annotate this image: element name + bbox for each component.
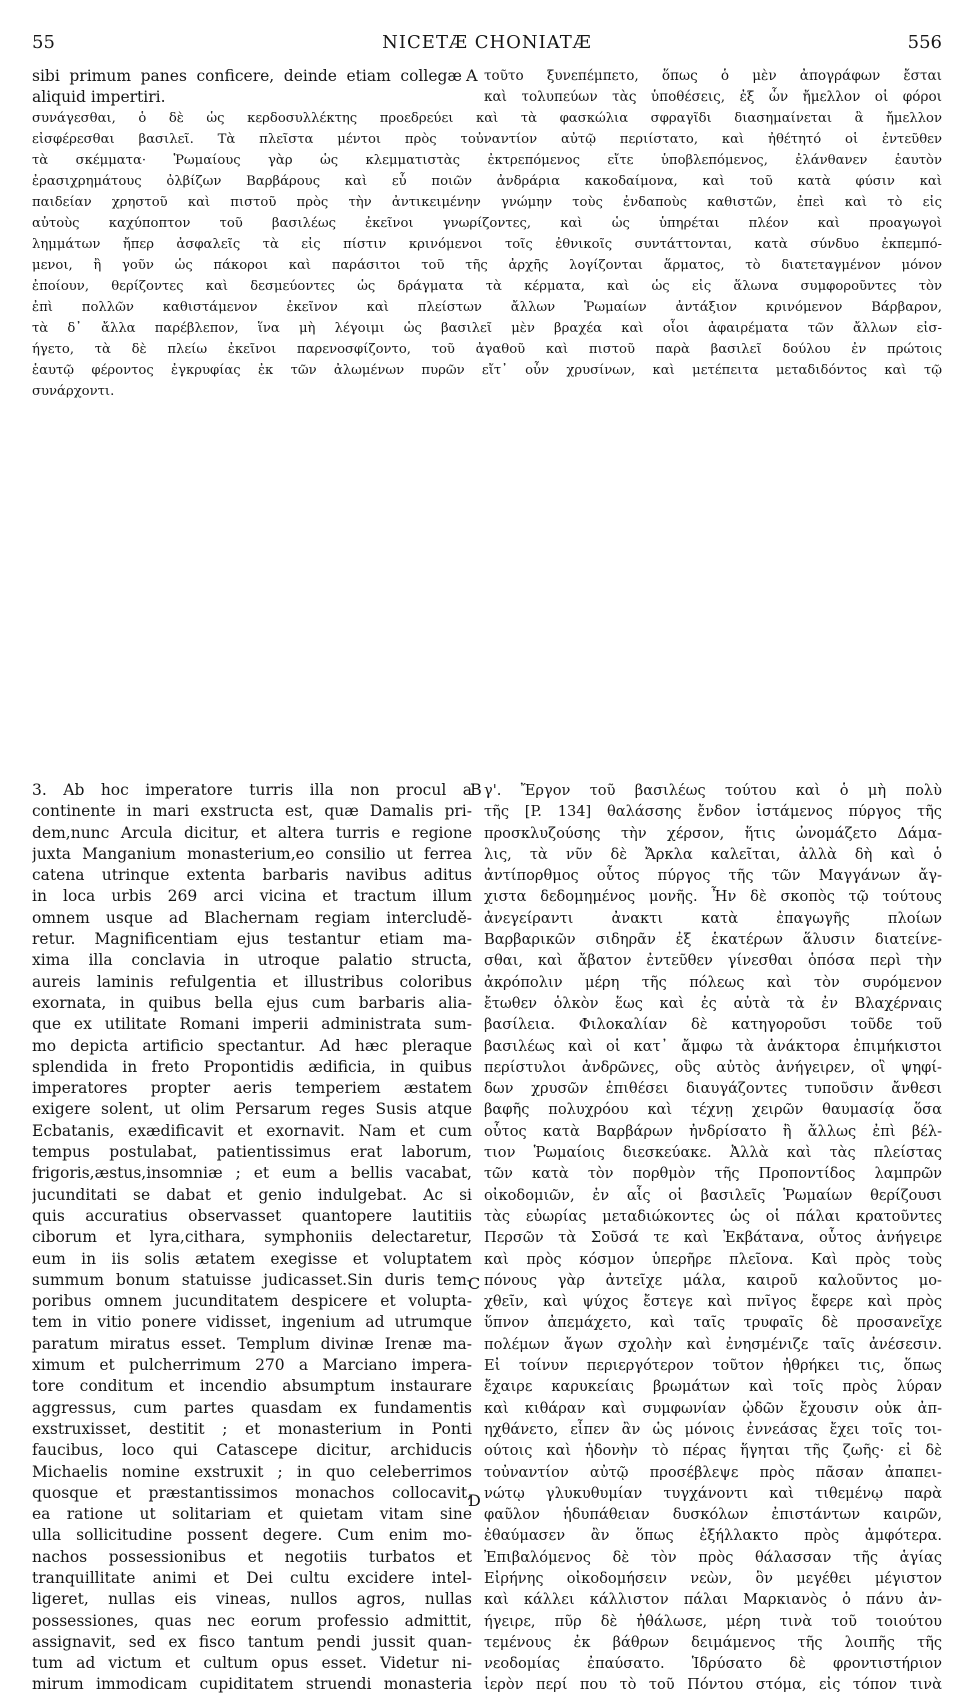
running-title: NICETÆ CHONIATÆ [382, 32, 592, 53]
greek-column-line: ἔτωθεν ὁλκὸν ἕως καὶ ἐς αὐτὰ τὰ ἐν Βλαχέρναις [484, 994, 942, 1012]
latin-column-line: imperatores propter aeris temperiem æstatem [32, 1079, 472, 1098]
greek-line: τοῦτο ξυνεπέμπετο, ὅπως ὁ μὲν ἀπογράφων ἔσται [484, 68, 942, 84]
greek-column-line: ἐθαύμασεν ἂν ὅπως ἐξήλλακτο πρὸς ἀμφότερα. [484, 1527, 942, 1545]
greek-column-line: καὶ πρὸς κόσμον ὑπερῆρε πλεῖονα. Καὶ πρὸς τοὺς [484, 1250, 942, 1268]
greek-line: αὐτοὺς καχύποπτον τοῦ βασιλέως ἐκεῖνοι γνωρίζοντες, καὶ ὡς ὑπηρέται πλέον καὶ προαγωγοὶ [32, 216, 942, 231]
greek-line: μενοι, ἢ γοῦν ὡς πάκοροι καὶ παράσιτοι τοῦ τῆς ἀρχῆς λογίζονται ἅρματος, τὸ διατεταγμένον μόνον [32, 258, 942, 273]
latin-column-line: ulla sollicitudine possent degere. Cum enim mo- [32, 1526, 472, 1545]
latin-column-line: mo depicta artificio spectantur. Ad hæc pleraque [32, 1036, 472, 1055]
margin-letter-a: A [466, 66, 478, 85]
greek-column-line: σθαι, καὶ ἄβατον ἐντεῦθεν γίνεσθαι ὁπόσα περὶ τὴν [484, 952, 942, 970]
latin-column-line: nachos possessionibus et negotiis turbatos et [32, 1547, 472, 1566]
latin-column-line: ximum et pulcherrimum 270 a Marciano impera- [32, 1356, 472, 1375]
greek-column-line: χθεῖν, καὶ ψύχος ἔστεγε καὶ πνῖγος ἔφερε καὶ πρὸς [484, 1293, 942, 1311]
greek-column-line: νώτῳ γλυκυθυμίαν τυγχάνοντι καὶ τιθεμένῳ παρὰ [484, 1484, 942, 1502]
greek-column-line: καὶ κιθάραν καὶ συμφωνίαν ᾠδῶν ἔχουσιν οὐκ ἀπ- [484, 1399, 942, 1417]
latin-column-line: frigoris,æstus,insomniæ ; et eum a bellis vacabat, [32, 1164, 472, 1183]
latin-column-line: quis accuratius observasset quantopere lautitiis [32, 1206, 472, 1225]
greek-line: συνάρχοντι. [32, 384, 115, 399]
greek-column-line: γ'. Ἔργον τοῦ βασιλέως τούτου καὶ ὁ μὴ πολὺ [484, 782, 942, 799]
greek-line: ἐποίουν, θερίζοντες καὶ δεσμεύοντες ὡς δράγματα τὰ κέρματα, καὶ ὡς εἰς ἅλωνα συμφοροῦντες τὸν [32, 279, 942, 294]
greek-column-line: ούτοις καὶ ἡδονὴν τὸ πέρας ἥγηται τῆς ζωῆς· εἰ δὲ [484, 1442, 942, 1460]
left-page-number: 55 [32, 32, 55, 53]
top-split-lines [32, 66, 942, 108]
latin-column-line: tum ad victum et cultum opus esset. Videtur ni- [32, 1654, 472, 1673]
greek-column-line: ἔχαιρε καρυκείαις βρωμάτων καὶ τοῖς πρὸς λύραν [484, 1378, 942, 1396]
greek-line: ἐρασιχρημάτους ὀλβίζων Βαρβάρους καὶ εὖ ποιῶν ἀνδράρια κακοδαίμονα, καὶ τοῦ κατὰ φύσιν καὶ [32, 174, 942, 189]
latin-column-line: mirum immodicam cupiditatem struendi monasteria [32, 1675, 472, 1694]
greek-line: ήγετο, τὰ δὲ πλείω ἐκεῖνοι παρενοσφίζοντο, τοῦ ἀγαθοῦ καὶ πιστοῦ παρὰ βασιλεῖ δούλου ἐν πρώτοις [32, 342, 942, 357]
greek-line: εἰσφέρεσθαι βασιλεῖ. Τὰ πλεῖστα μέντοι πρὸς τοὐναντίον αὐτῷ περιίστατο, καὶ ἠθέτητό οἱ ἐντεῦθεν [32, 132, 942, 147]
latin-column-line: tempus postulabat, patientissimus erat laborum, [32, 1143, 472, 1162]
latin-column-line: possessiones, quas nec eorum professio admittit, [32, 1611, 472, 1630]
greek-column-line: τιον Ῥωμαίοις διεσκεύακε. Ἀλλὰ καὶ τὰς πλείστας [484, 1144, 942, 1162]
latin-column-line: in loca urbis 269 arci vicina et tractum illum [32, 887, 472, 906]
greek-column-line: τῶν κατὰ τὸν πορθμὸν τῆς Προποντίδος λαμπρῶν [484, 1165, 942, 1183]
latin-column-line: retur. Magnificentiam ejus testantur etiam ma- [32, 930, 472, 949]
greek-column-line: Περσῶν τὰ Σοῦσά τε καὶ Ἐκβάτανα, οὗτος ἀνήγειρε [484, 1229, 942, 1247]
greek-column-line: πολέμων ἄγων σχολὴν καὶ ἐνησμένιζε ταῖς ἀνέσεσιν. [484, 1335, 942, 1353]
greek-column-line: βασιλέως καὶ οἱ κατ᾽ ἄμφω τὰ ἀνάκτορα ἐπιμήκιστοι [484, 1037, 942, 1055]
greek-column-line: ἱερὸν περί που τὸ τοῦ Πόντου στόμα, εἰς τόπον τινὰ [484, 1676, 942, 1694]
greek-column-line: Βαρβαρικῶν σιδηρᾶν ἐξ ἑκατέρων ἅλυσιν διατείνε- [484, 931, 942, 949]
greek-column-line: χιστα δεδομημένος μονῆς. Ἦν δὲ σκοπὸς τῷ τούτους [484, 888, 942, 906]
greek-column-line: ὕπνον ἀπεμάχετο, καὶ ταῖς τρυφαῖς δὲ προσανεῖχε [484, 1314, 942, 1332]
greek-column-line: φαῦλον ἡδυπάθειαν δυσκόλων ἐπιστάντων καιρῶν, [484, 1506, 942, 1524]
latin-column-line: splendida in freto Propontidis ædificia, in quibus [32, 1057, 472, 1076]
greek-column-line: λις, τὰ νῦν δὲ Ἄρκλα καλεῖται, ἀλλὰ δὴ καὶ ὁ [484, 845, 942, 863]
greek-column-line: καὶ κάλλει κάλλιστον πάλαι Μαρκιανὸς ὁ πάνυ ἀν- [484, 1591, 942, 1609]
top-full-width-section [32, 66, 942, 402]
greek-line: συνάγεσθαι, ὁ δὲ ὡς κερδοσυλλέκτης προεδρεύει καὶ τὰ φασκώλια σφραγῖδι διασημαίνεται ἃ ἤμελλον [32, 111, 942, 126]
greek-column-line: Ἐπιβαλόμενος δὲ τὸν πρὸς θάλασσαν τῆς ἁγίας [484, 1548, 942, 1566]
latin-column-line: ea ratione ut solitariam et quietam vitam sine [32, 1505, 472, 1524]
greek-column-line: βασίλεια. Φιλοκαλίαν δὲ κατηγοροῦσι τοῦδε τοῦ [484, 1016, 942, 1034]
greek-column-line: τοὐναντίον αὐτῷ προσέβλεψε πρὸς πᾶσαν ἀπαπει- [484, 1463, 942, 1481]
greek-column-line: ἀνεγείραντι ἀνακτι κατὰ ἐπαγωγῆς πλοίων [484, 909, 942, 927]
greek-line: ἐπὶ πολλῶν καθιστάμενον ἐκεῖνον καὶ πλείστων ἄλλων Ῥωμαίων ἀντάξιον κρινόμενον Βάρβαρον, [32, 300, 942, 315]
latin-column-line: juxta Manganium monasterium,eo consilio ut ferrea [32, 844, 472, 863]
greek-column-line: πόνους γὰρ ἀντεῖχε μάλα, καιροῦ καλοῦντος μο- [484, 1271, 942, 1289]
latin-column-line: dem,nunc Arcula dicitur, et altera turris e regione [32, 823, 472, 842]
latin-column-line: poribus omnem jucunditatem despicere et volupta- [32, 1292, 472, 1311]
greek-column-line: Εἰρήνης οἰκοδομήσειν νεὼν, ὃν μεγέθει μέγιστον [484, 1569, 942, 1587]
latin-column-line: aggressus, cum partes quasdam ex fundamentis [32, 1398, 472, 1417]
latin-column-line: exornata, in quibus bella ejus cum barbaris alia- [32, 993, 472, 1012]
greek-column-line: περίστυλοι ἀνδρῶνες, οὓς αὐτὸς ἀνήγειρεν, οἳ ψηφί- [484, 1058, 942, 1076]
latin-column-line: assignavit, sed ex fisco tantum pendi jussit quan- [32, 1632, 472, 1651]
latin-column-line: summum bonum statuisse judicasset.Sin duris tem- [32, 1270, 472, 1289]
greek-column [484, 780, 942, 1696]
latin-column-line: paratum miratus esset. Templum divinæ Irenæ ma- [32, 1334, 472, 1353]
latin-column-line: tem in vitio ponere vidisset, ingenium ad utrumque [32, 1313, 472, 1332]
latin-column-line: faucibus, loco qui Catascepe dicitur, archiducis [32, 1441, 472, 1460]
greek-column-line: οἰκοδομιῶν, ἐν αἷς οἱ βασιλεῖς Ῥωμαίων θερίζουσι [484, 1186, 942, 1204]
top-latin-lines [32, 66, 462, 108]
greek-line: ἑαυτῷ φέροντος ἐγκρυφίας ἐκ τῶν ἀλωμένων πυρῶν εἴτ᾽ οὖν χρυσίνων, καὶ μετέπειτα μεταδιδόντος καὶ τῷ [32, 363, 942, 378]
greek-column-line: Εἰ τοίνυν περιεργότερον τοῦτον ἠθρήκει τις, ὅπως [484, 1357, 942, 1375]
latin-column-line: omnem usque ad Blachernam regiam intercludě- [32, 908, 472, 927]
right-page-number: 556 [907, 32, 942, 53]
greek-column-line: οὗτος κατὰ Βαρβάρων ἠνδρίσατο ἢ ἄλλως ἐπὶ βέλ- [484, 1122, 942, 1140]
greek-column-line: βαφῆς πολυχρόου καὶ τέχνῃ χειρῶν θαυμασίᾳ ὅσα [484, 1101, 942, 1119]
greek-column-line: ήγειρε, πῦρ δὲ ἠθάλωσε, μέρη τινὰ τοῦ τοιούτου [484, 1612, 942, 1630]
top-greek-right-lines [484, 66, 942, 108]
greek-column-line: τὰς εὐωρίας μεταδιώκοντες ὡς οἱ πάλαι κρατοῦντες [484, 1207, 942, 1225]
greek-column-line: ηχθάνετο, εἶπεν ἂν ὡς μόνοις ἐννεάσας ἔχει τοῖς τοι- [484, 1420, 942, 1438]
latin-column [32, 780, 472, 1696]
latin-column-line: exstruxisset, destitit ; et monasterium in Ponti [32, 1419, 472, 1438]
latin-column-line: ciborum et lyra,cithara, symphoniis delectaretur, [32, 1228, 472, 1247]
greek-line: καὶ τολυπεύων τὰς ὑποθέσεις, ἐξ ὧν ἤμελλον οἱ φόροι [484, 89, 942, 105]
latin-column-line: tranquillitate animi et Dei cultu excidere intel- [32, 1568, 472, 1587]
latin-column-line: exigere solent, ut olim Persarum reges Susis atque [32, 1100, 472, 1119]
latin-line: sibi primum panes conficere, deinde etiam collegæ [32, 67, 462, 85]
latin-column-line: catena utrinque extenta barbaris navibus aditus [32, 866, 472, 885]
latin-column-line: continente in mari exstructa est, quæ Damalis pri- [32, 802, 472, 821]
latin-column-line: quosque et præstantissimos monachos collocavit, [32, 1483, 472, 1502]
greek-column-line: τεμένους ἐκ βάθρων δειμάμενος τῆς λοιπῆς τῆς [484, 1633, 942, 1651]
greek-column-line: τῆς [P. 134] θαλάσσης ἔνδον ἱστάμενος πύργος τῆς [484, 803, 942, 821]
greek-line: παιδείαν χρηστοῦ καὶ πιστοῦ πρὸς τὴν ἀντικειμένην γνώμην τοὺς ἐνδαποὺς καθιστῶν, ἐπεὶ καὶ τὸ εἰς [32, 195, 942, 210]
greek-column-line: ἀκρόπολιν μέρη τῆς πόλεως καὶ τὸν συρόμενον [484, 973, 942, 991]
greek-line: τὰ δ᾽ ἄλλα παρέβλεπον, ἵνα μὴ λέγοιμι ὡς βασιλεῖ μὲν βραχέα καὶ οἷοι ἀφαιρέματα τῶν ἄλλων εἰσ- [32, 321, 942, 336]
greek-column-line: δων χρυσῶν ἐπιθέσει διαυγάζοντες τυποῦσιν ἄνθεσι [484, 1080, 942, 1098]
latin-column-line: jucunditati se dabat et genio indulgebat. Ac si [32, 1185, 472, 1204]
latin-column-line: Michaelis nomine exstruxit ; in quo celeberrimos [32, 1462, 472, 1481]
top-greek-full-lines [32, 108, 942, 402]
latin-column-line: aureis laminis refulgentia et illustribus coloribus [32, 972, 472, 991]
latin-line: aliquid impertiri. [32, 88, 166, 106]
greek-line: τὰ σκέμματα· Ῥωμαίους γὰρ ὡς κλεμματιστὰς ἐκτρεπόμενος εἴτε ὑποβλεπόμενος, ἐλάνθανεν ἑαυτὸν [32, 153, 942, 168]
greek-column-line: νεοδομίας ἐπαύσατο. Ἱδρύσατο δὲ φροντιστήριον [484, 1655, 942, 1673]
margin-letter-b: B [470, 780, 482, 799]
greek-line: λημμάτων ἤπερ ἀσφαλεῖς τὰ εἰς πίστιν κρινόμενοι τοῖς ἐθνικοῖς συντάττονται, κατὰ σύνδυο ἐκπεμπό- [32, 237, 942, 252]
latin-column-line: xima illa conclavia in utroque palatio structa, [32, 951, 472, 970]
latin-column-line: eum in iis solis ætatem exegisse et voluptatem [32, 1249, 472, 1268]
margin-letter-c: C [468, 1274, 481, 1293]
greek-column-line: ἀντίπορθμος οὗτος πύργος τῆς τῶν Μαγγάνων ἄγ- [484, 867, 942, 885]
margin-letter-d: D [468, 1491, 481, 1510]
greek-column-line: προσκλυζούσης τὴν χέρσον, ἥτις ὠνομάζετο Δάμα- [484, 824, 942, 842]
latin-column-line: 3. Ab hoc imperatore turris illa non procul a [32, 781, 472, 799]
latin-column-line: Ecbatanis, exædificavit et exornavit. Nam et cum [32, 1121, 472, 1140]
latin-column-line: ligeret, nullas eis vineas, nullos agros, nullas [32, 1590, 472, 1609]
running-header [32, 32, 942, 56]
latin-column-line: que ex utilitate Romani imperii administrata sum- [32, 1015, 472, 1034]
latin-column-line: tore conditum et incendio absumptum instaurare [32, 1377, 472, 1396]
